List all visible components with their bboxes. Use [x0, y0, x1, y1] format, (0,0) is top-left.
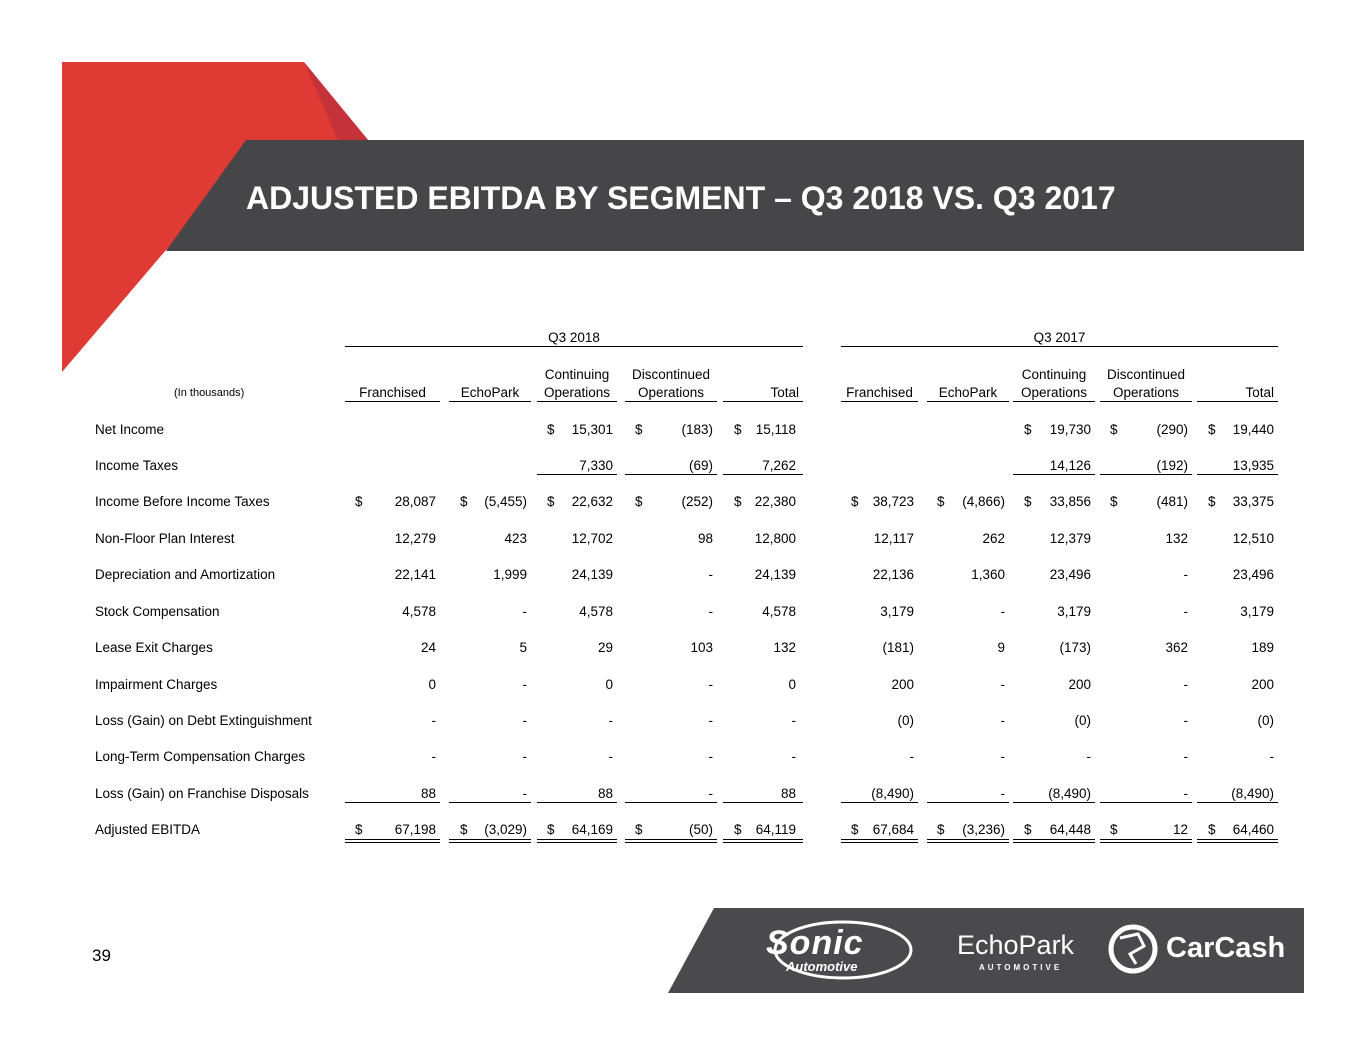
table-cell: 64,460	[1232, 822, 1274, 837]
subtotal-underline	[449, 802, 531, 803]
dollar-sign: $	[1024, 822, 1032, 837]
column-header-line1: Continuing	[1021, 367, 1087, 382]
subtotal-underline	[537, 474, 617, 475]
page-title: ADJUSTED EBITDA BY SEGMENT – Q3 2018 VS. Q3 2017	[246, 180, 1116, 216]
subtotal-underline	[1100, 802, 1192, 803]
total-double-underline	[1197, 839, 1278, 843]
total-double-underline	[449, 839, 531, 843]
total-double-underline	[625, 839, 717, 843]
table-cell: (183)	[681, 422, 713, 437]
table-cell: 24,139	[754, 567, 796, 582]
dollar-sign: $	[937, 494, 945, 509]
column-header: Operations	[637, 385, 705, 400]
table-cell: 0	[605, 677, 613, 692]
subtotal-underline	[723, 474, 803, 475]
table-cell: 132	[1165, 531, 1188, 546]
table-cell: 362	[1165, 640, 1188, 655]
table-cell: (290)	[1156, 422, 1188, 437]
table-cell: -	[1183, 677, 1188, 692]
column-header: Operations	[1020, 385, 1088, 400]
total-double-underline	[537, 839, 617, 843]
subtotal-underline	[1013, 802, 1095, 803]
dollar-sign: $	[734, 822, 742, 837]
table-cell: 3,179	[1057, 604, 1091, 619]
dollar-sign: $	[1110, 422, 1118, 437]
dollar-sign: $	[635, 494, 643, 509]
table-cell: -	[522, 786, 527, 801]
subtotal-underline	[345, 802, 440, 803]
table-cell: 0	[428, 677, 436, 692]
table-cell: 15,301	[571, 422, 613, 437]
dollar-sign: $	[635, 822, 643, 837]
column-header-underline	[449, 401, 531, 402]
subtotal-underline	[841, 802, 918, 803]
table-cell: (69)	[688, 458, 713, 473]
table-cell: (0)	[1257, 713, 1274, 728]
table-cell: 262	[982, 531, 1005, 546]
table-cell: (0)	[1074, 713, 1091, 728]
period-header-q3-2018: Q3 2018	[548, 330, 600, 345]
column-header-underline	[1013, 401, 1095, 402]
table-cell: 33,375	[1232, 494, 1274, 509]
table-cell: -	[1269, 749, 1274, 764]
table-cell: -	[608, 713, 613, 728]
row-label: Loss (Gain) on Debt Extinguishment	[95, 713, 312, 728]
page-number: 39	[92, 946, 111, 965]
column-header: Operations	[1112, 385, 1180, 400]
table-cell: 67,198	[394, 822, 436, 837]
table-cell: -	[1000, 786, 1005, 801]
subtotal-underline	[625, 474, 717, 475]
table-cell: 12,800	[754, 531, 796, 546]
column-header-underline	[537, 401, 617, 402]
row-label: Income Before Income Taxes	[95, 494, 270, 509]
dollar-sign: $	[1110, 494, 1118, 509]
table-cell: 3,179	[880, 604, 914, 619]
subtotal-underline	[1100, 474, 1192, 475]
table-cell: -	[791, 713, 796, 728]
dollar-sign: $	[734, 422, 742, 437]
row-label: Net Income	[95, 422, 165, 437]
dollar-sign: $	[1208, 822, 1216, 837]
subtotal-underline	[625, 802, 717, 803]
period-header-q3-2017: Q3 2017	[1033, 330, 1086, 345]
table-cell: -	[1000, 604, 1005, 619]
table-cell: -	[1183, 786, 1188, 801]
total-double-underline	[723, 839, 803, 843]
row-label: Depreciation and Amortization	[95, 567, 276, 582]
dollar-sign: $	[547, 494, 555, 509]
column-header-underline	[927, 401, 1009, 402]
row-label: Lease Exit Charges	[95, 640, 213, 655]
echopark-logo-subtitle: AUTOMOTIVE	[979, 963, 1063, 972]
table-cell: -	[791, 749, 796, 764]
table-cell: (8,490)	[871, 786, 914, 801]
row-label: Impairment Charges	[95, 677, 218, 692]
table-cell: 15,118	[755, 422, 796, 437]
dollar-sign: $	[937, 822, 945, 837]
table-cell: 22,136	[872, 567, 914, 582]
table-cell: 22,141	[394, 567, 436, 582]
column-header: Operations	[543, 385, 611, 400]
table-cell: -	[522, 677, 527, 692]
echopark-logo: EchoPark	[957, 930, 1075, 960]
total-double-underline	[1100, 839, 1192, 843]
dollar-sign: $	[355, 494, 363, 509]
table-cell: (0)	[897, 713, 914, 728]
table-cell: 24	[420, 640, 436, 655]
dollar-sign: $	[1208, 494, 1216, 509]
brand-logo-bar	[668, 908, 1304, 993]
period-underline	[841, 346, 1278, 347]
table-cell: 19,440	[1232, 422, 1274, 437]
table-cell: 88	[597, 786, 613, 801]
table-cell: (173)	[1059, 640, 1091, 655]
sonic-logo-subtitle: Automotive	[786, 959, 858, 974]
table-cell: (3,029)	[484, 822, 527, 837]
row-label: Long-Term Compensation Charges	[95, 749, 306, 764]
table-cell: 14,126	[1049, 458, 1091, 473]
table-cell: 23,496	[1232, 567, 1274, 582]
table-cell: -	[1000, 677, 1005, 692]
row-label: Loss (Gain) on Franchise Disposals	[95, 786, 309, 801]
column-header-underline	[1197, 401, 1278, 402]
carcash-logo: CarCash	[1166, 932, 1286, 964]
dollar-sign: $	[460, 494, 468, 509]
column-header: EchoPark	[938, 385, 998, 400]
table-cell: -	[1000, 713, 1005, 728]
total-double-underline	[345, 839, 440, 843]
table-cell: (181)	[882, 640, 914, 655]
table-cell: 7,262	[762, 458, 796, 473]
table-cell: -	[431, 713, 436, 728]
table-cell: 29	[597, 640, 613, 655]
table-cell: -	[1000, 749, 1005, 764]
table-cell: 0	[788, 677, 796, 692]
table-cell: -	[1183, 604, 1188, 619]
table-cell: 64,169	[571, 822, 613, 837]
units-note: (In thousands)	[174, 387, 245, 399]
subtotal-underline	[927, 802, 1009, 803]
table-cell: 98	[697, 531, 713, 546]
column-header-underline	[841, 401, 918, 402]
table-cell: 12	[1172, 822, 1188, 837]
table-cell: 28,087	[394, 494, 436, 509]
total-double-underline	[927, 839, 1009, 843]
table-cell: -	[1086, 749, 1091, 764]
table-cell: 12,702	[571, 531, 613, 546]
row-label: Stock Compensation	[95, 604, 220, 619]
table-cell: 4,578	[402, 604, 436, 619]
sonic-logo: Sonic	[766, 924, 864, 962]
column-header-underline	[723, 401, 803, 402]
column-header: Franchised	[359, 385, 426, 400]
dollar-sign: $	[355, 822, 363, 837]
table-cell: -	[1183, 567, 1188, 582]
table-cell: -	[708, 749, 713, 764]
table-cell: 13,935	[1232, 458, 1274, 473]
table-cell: 200	[891, 677, 914, 692]
table-cell: (481)	[1156, 494, 1188, 509]
table-cell: -	[708, 713, 713, 728]
table-cell: -	[708, 786, 713, 801]
table-cell: 12,279	[394, 531, 436, 546]
table-cell: 9	[997, 640, 1005, 655]
table-cell: (4,866)	[962, 494, 1005, 509]
table-cell: 1,360	[971, 567, 1005, 582]
column-header: Total	[770, 385, 799, 400]
table-cell: 132	[773, 640, 796, 655]
dollar-sign: $	[635, 422, 643, 437]
table-cell: 200	[1251, 677, 1274, 692]
table-cell: -	[431, 749, 436, 764]
row-label: Income Taxes	[95, 458, 179, 473]
table-cell: -	[522, 749, 527, 764]
table-cell: 19,730	[1049, 422, 1091, 437]
table-cell: -	[909, 749, 914, 764]
table-cell: 7,330	[579, 458, 613, 473]
dollar-sign: $	[460, 822, 468, 837]
dollar-sign: $	[547, 822, 555, 837]
total-double-underline	[841, 839, 918, 843]
dollar-sign: $	[851, 822, 859, 837]
table-cell: 189	[1251, 640, 1274, 655]
table-cell: 33,856	[1049, 494, 1091, 509]
table-cell: -	[522, 713, 527, 728]
subtotal-underline	[1197, 474, 1278, 475]
table-cell: -	[708, 567, 713, 582]
table-cell: 1,999	[493, 567, 527, 582]
dollar-sign: $	[1024, 494, 1032, 509]
table-cell: 24,139	[571, 567, 613, 582]
table-cell: 88	[780, 786, 796, 801]
dollar-sign: $	[734, 494, 742, 509]
column-header-underline	[1100, 401, 1192, 402]
column-header-line1: Discontinued	[1106, 367, 1186, 382]
row-label: Non-Floor Plan Interest	[95, 531, 235, 546]
dollar-sign: $	[1024, 422, 1032, 437]
table-cell: 4,578	[579, 604, 613, 619]
table-cell: -	[1183, 713, 1188, 728]
column-header: EchoPark	[460, 385, 520, 400]
table-cell: 3,179	[1240, 604, 1274, 619]
subtotal-underline	[723, 802, 803, 803]
row-label: Adjusted EBITDA	[95, 822, 201, 837]
table-cell: (252)	[681, 494, 713, 509]
table-cell: -	[608, 749, 613, 764]
table-cell: -	[1183, 749, 1188, 764]
column-header: Franchised	[846, 385, 913, 400]
table-cell: (3,236)	[962, 822, 1005, 837]
table-cell: (8,490)	[1048, 786, 1091, 801]
table-cell: -	[522, 604, 527, 619]
table-cell: 103	[690, 640, 713, 655]
table-cell: 4,578	[762, 604, 796, 619]
table-cell: 23,496	[1049, 567, 1091, 582]
column-header-line1: Continuing	[544, 367, 610, 382]
table-cell: -	[708, 604, 713, 619]
table-cell: (5,455)	[484, 494, 527, 509]
table-cell: 64,119	[755, 822, 796, 837]
table-cell: 38,723	[872, 494, 914, 509]
table-cell: 64,448	[1049, 822, 1091, 837]
table-cell: 12,117	[873, 531, 914, 546]
table-cell: 12,379	[1049, 531, 1091, 546]
total-double-underline	[1013, 839, 1095, 843]
table-cell: 88	[420, 786, 436, 801]
dollar-sign: $	[547, 422, 555, 437]
table-cell: 22,380	[754, 494, 796, 509]
dollar-sign: $	[1110, 822, 1118, 837]
dollar-sign: $	[851, 494, 859, 509]
table-cell: 12,510	[1232, 531, 1274, 546]
dollar-sign: $	[1208, 422, 1216, 437]
table-cell: (192)	[1156, 458, 1188, 473]
subtotal-underline	[1197, 802, 1278, 803]
table-cell: (50)	[688, 822, 713, 837]
table-cell: 67,684	[872, 822, 914, 837]
subtotal-underline	[1013, 474, 1095, 475]
table-cell: -	[708, 677, 713, 692]
subtotal-underline	[537, 802, 617, 803]
column-header-underline	[345, 401, 440, 402]
column-header-underline	[625, 401, 717, 402]
table-cell: 423	[504, 531, 527, 546]
period-underline	[345, 346, 803, 347]
column-header-line1: Discontinued	[631, 367, 711, 382]
table-cell: (8,490)	[1231, 786, 1274, 801]
column-header: Total	[1245, 385, 1274, 400]
table-cell: 200	[1068, 677, 1091, 692]
table-cell: 22,632	[571, 494, 613, 509]
table-cell: 5	[519, 640, 527, 655]
